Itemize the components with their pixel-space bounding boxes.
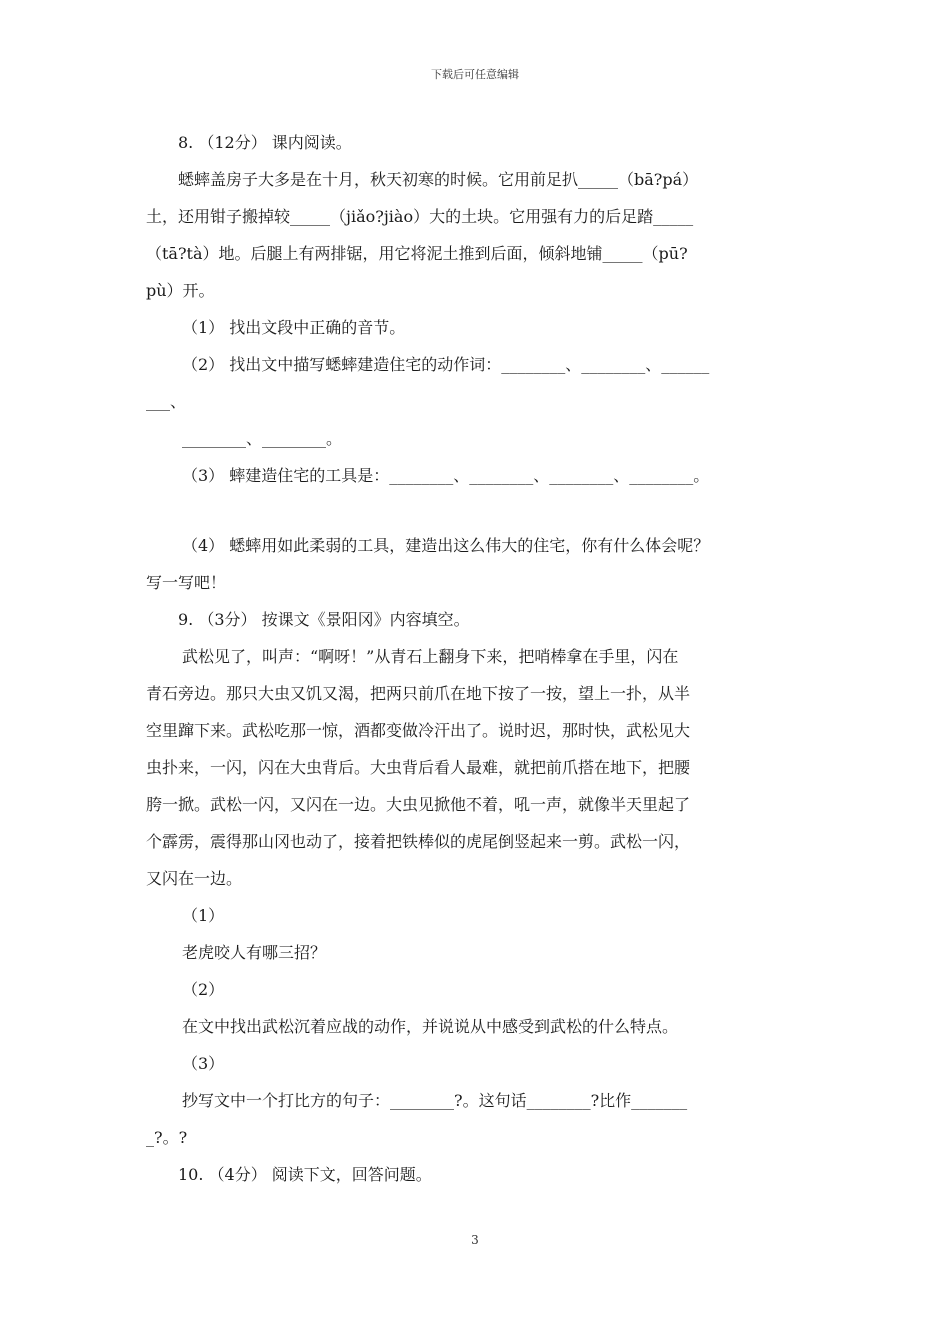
passage-line: 虫扑来，一闪，闪在大虫背后。大虫背后看人最难，就把前爪搭在地下，把腰	[146, 758, 691, 777]
passage-line: 胯一掀。武松一闪，又闪在一边。大虫见掀他不着，吼一声，就像半天里起了	[146, 795, 691, 814]
sub-question-text: 在文中找出武松沉着应战的动作，并说说从中感受到武松的什么特点。	[182, 1017, 679, 1036]
sub-question-label: （2）	[182, 980, 225, 999]
sub-question-2: （2） 找出文中描写蟋蟀建造住宅的动作词：________、________、______	[182, 355, 710, 374]
passage-line: 武松见了，叫声：“啊呀！”从青石上翻身下来，把哨棒拿在手里，闪在	[182, 647, 679, 666]
sub-question-label: （1）	[182, 906, 225, 925]
passage-line: 青石旁边。那只大虫又饥又渴，把两只前爪在地下按了一按，望上一扑，从半	[146, 684, 691, 703]
passage-line: 又闪在一边。	[146, 869, 243, 888]
sub-question-4-cont: 写一写吧！	[146, 573, 227, 592]
spacer	[146, 494, 810, 527]
page-number: 3	[471, 1233, 479, 1247]
passage-line: 蟋蟀盖房子大多是在十月，秋天初寒的时候。它用前足扒_____（bā?pá）	[178, 170, 699, 189]
sub-question-1: （1） 找出文段中正确的音节。	[182, 318, 406, 337]
sub-question-label: （3）	[182, 1054, 225, 1073]
sub-question-2-cont: ___、	[146, 392, 187, 411]
passage-line: 个霹雳，震得那山冈也动了，接着把铁棒似的虎尾倒竖起来一剪。武松一闪，	[146, 832, 691, 851]
sub-question-2-cont: ________、________。	[182, 429, 343, 448]
passage-line: pù）开。	[146, 281, 215, 300]
passage-line: （tā?tà）地。后腿上有两排锯，用它将泥土推到后面，倾斜地铺_____（pū?	[146, 244, 688, 263]
sub-question-3: （3） 蟀建造住宅的工具是：________、________、________、________。	[182, 466, 710, 485]
sub-question-4: （4） 蟋蟀用如此柔弱的工具，建造出这么伟大的住宅，你有什么体会呢？	[182, 536, 710, 555]
question-10-title: 10. （4分） 阅读下文，回答问题。	[178, 1165, 432, 1184]
question-8-title: 8. （12分） 课内阅读。	[178, 133, 352, 152]
page-header: 下载后可任意编辑	[431, 68, 519, 81]
sub-question-text: 抄写文中一个打比方的句子：________?。这句话________?比作_______	[182, 1091, 688, 1110]
sub-question-text-cont: _?。?	[146, 1128, 188, 1147]
passage-line: 土，还用钳子搬掉较_____（jiǎo?jiào）大的土块。它用强有力的后足踏_____	[146, 207, 694, 226]
question-9-title: 9. （3分） 按课文《景阳冈》内容填空。	[178, 610, 470, 629]
sub-question-text: 老虎咬人有哪三招？	[182, 943, 327, 962]
document-body	[146, 124, 810, 1193]
passage-line: 空里蹿下来。武松吃那一惊，酒都变做冷汗出了。说时迟，那时快，武松见大	[146, 721, 691, 740]
